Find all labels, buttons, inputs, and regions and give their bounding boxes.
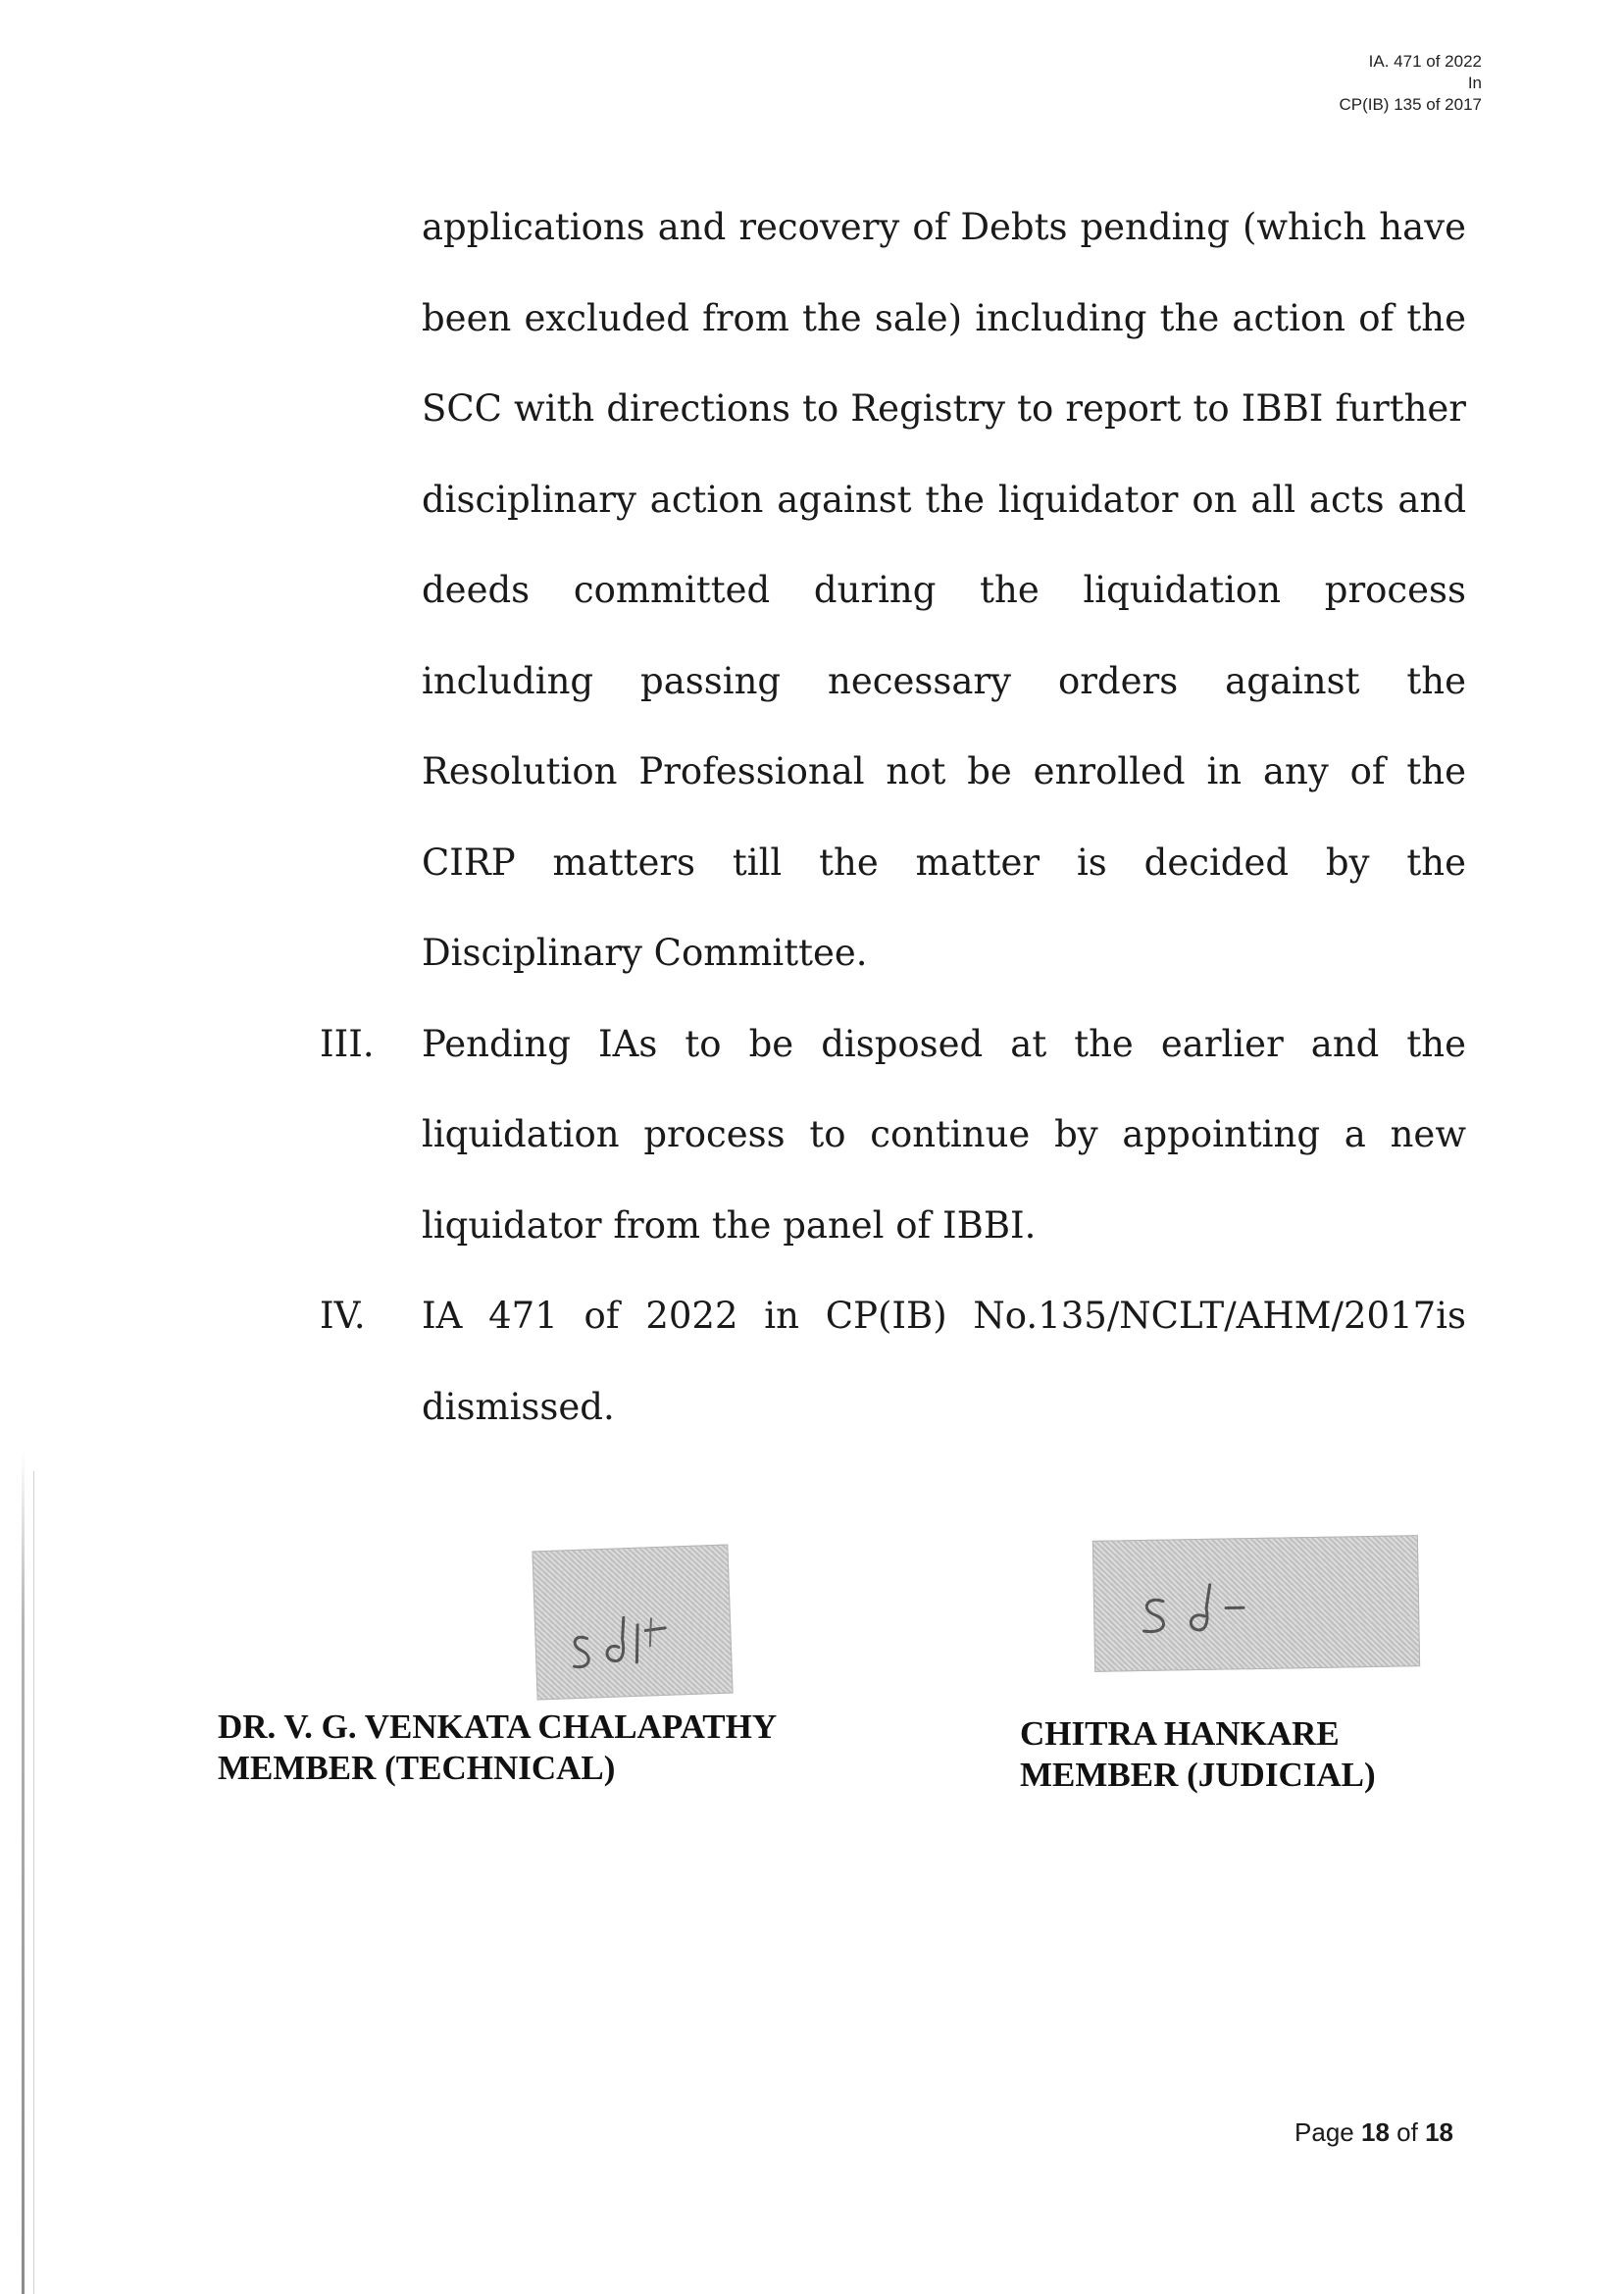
scan-edge-artifact — [22, 1452, 25, 2294]
case-reference-ia: IA. 471 of 2022 — [1368, 52, 1482, 71]
signatory-name: DR. V. G. VENKATA CHALAPATHY — [218, 1708, 778, 1746]
scan-edge-artifact-thin — [33, 1471, 34, 2294]
case-reference-cp: CP(IB) 135 of 2017 — [1339, 95, 1482, 114]
handwritten-signature-right — [1093, 1536, 1419, 1671]
handwritten-signature-left — [533, 1546, 732, 1700]
case-reference-in: In — [1467, 74, 1482, 92]
case-reference-header — [1339, 51, 1482, 116]
page-total: 18 — [1425, 2117, 1453, 2147]
signature-stamp-right — [1092, 1535, 1420, 1672]
item-numeral: III. — [320, 1022, 375, 1065]
signature-block-right — [1020, 1713, 1376, 1796]
page-current: 18 — [1361, 2117, 1390, 2147]
item-text: IA 471 of 2022 in CP(IB) No.135/NCLT/AHM/2017is dismissed. — [422, 1295, 1466, 1428]
signatory-title: MEMBER (JUDICIAL) — [1020, 1756, 1376, 1794]
signature-block-left — [218, 1707, 777, 1789]
continuation-paragraph: applications and recovery of Debts pending (which have been excluded from the sale) including the action of the SCC with directions to Registry to report to IBBI further disciplinary action against the liquidator on all acts and deeds committed during the liquidation process including passing necessary orders against the Resolution Professional not be enrolled in any of the CIRP matters till the matter is decided by the Disciplinary Committee. — [422, 206, 1466, 974]
signatory-title: MEMBER (TECHNICAL) — [218, 1749, 616, 1787]
item-numeral: IV. — [320, 1295, 366, 1337]
page-label: Page — [1294, 2117, 1354, 2147]
order-body — [320, 182, 1466, 1453]
order-item-iv — [320, 1271, 1466, 1453]
signature-stamp-left — [532, 1545, 733, 1701]
page-number — [1294, 2117, 1453, 2148]
item-text: Pending IAs to be disposed at the earlier and the liquidation process to continue by appointing a new liquidator from the panel of IBBI. — [422, 1022, 1466, 1247]
page-of: of — [1396, 2117, 1418, 2147]
signatory-name: CHITRA HANKARE — [1020, 1714, 1340, 1753]
order-item-iii — [320, 999, 1466, 1272]
